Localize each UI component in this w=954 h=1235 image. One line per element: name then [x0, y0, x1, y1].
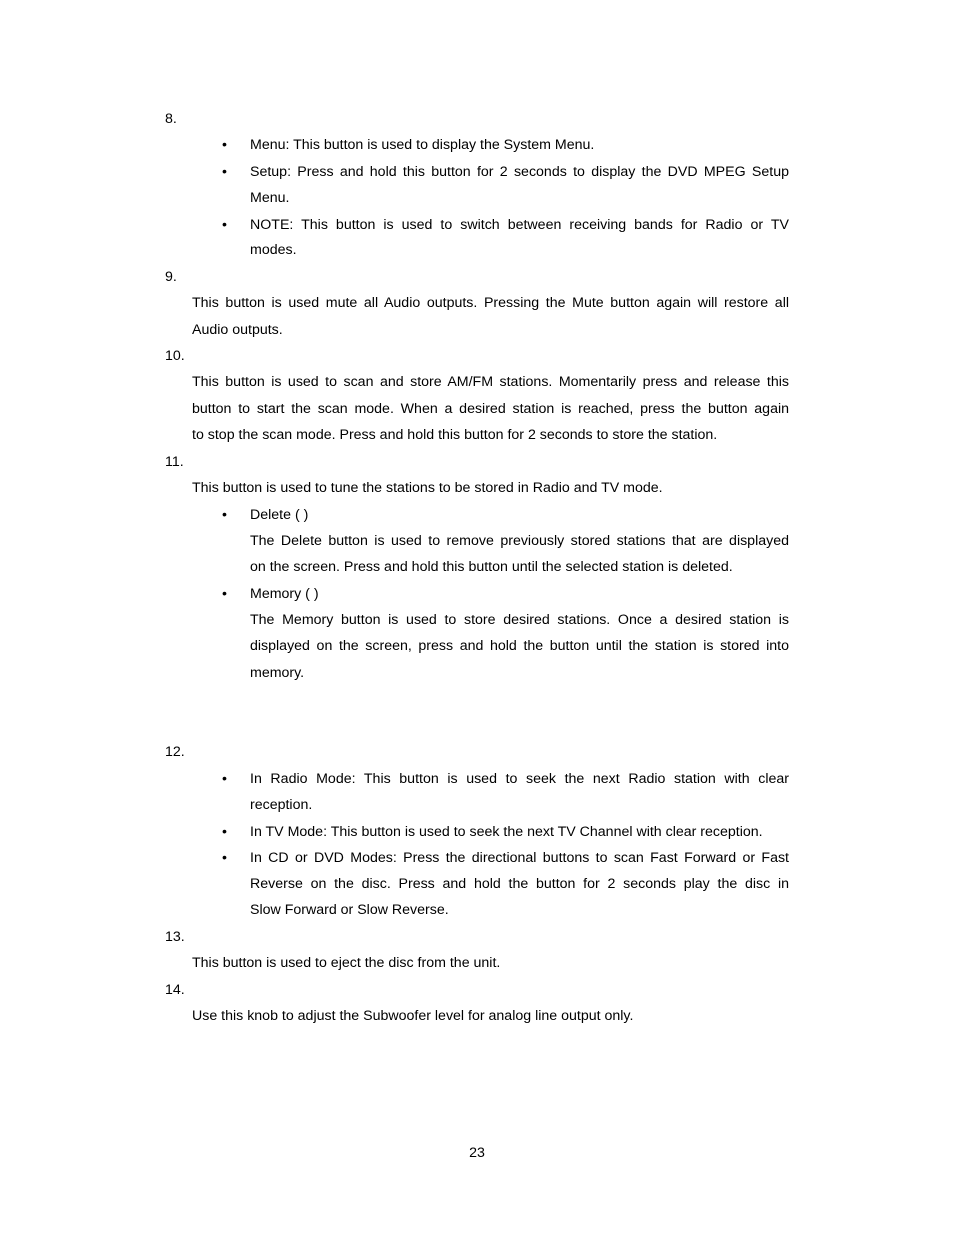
page-number: 23 — [469, 1145, 485, 1161]
bullet-icon: • — [222, 586, 227, 602]
bullet-icon: • — [222, 507, 227, 523]
item-number-10: 10. — [165, 348, 185, 364]
item-number-13: 13. — [165, 929, 185, 945]
bullet-icon: • — [222, 850, 227, 866]
scan-paragraph-line3: to stop the scan mode. Press and hold this button for 2 seconds to store the station. — [192, 427, 718, 443]
bullet-icon: • — [222, 824, 227, 840]
radio-mode-text-line1: In Radio Mode: This button is used to seek the next Radio station with clear — [250, 771, 789, 787]
bullet-icon: • — [222, 771, 227, 787]
memory-label: Memory ( ) — [250, 586, 319, 602]
delete-label: Delete ( ) — [250, 507, 309, 523]
bullet-icon: • — [222, 164, 227, 180]
tv-mode-text: In TV Mode: This button is used to seek the next TV Channel with clear reception. — [250, 824, 763, 840]
scan-paragraph-line1: This button is used to scan and store AM/FM stations. Momentarily press and release this — [192, 374, 789, 390]
mute-paragraph-line1: This button is used mute all Audio outputs. Pressing the Mute button again will restore all — [192, 295, 789, 311]
cd-dvd-mode-text-line2: Reverse on the disc. Press and hold the button for 2 seconds play the disc in — [250, 876, 789, 892]
bullet-icon: • — [222, 137, 227, 153]
memory-text-line2: displayed on the screen, press and hold the button until the station is stored into — [250, 638, 789, 654]
delete-text-line2: on the screen. Press and hold this button until the selected station is deleted. — [250, 559, 733, 575]
setup-bullet-text-line2: Menu. — [250, 190, 290, 206]
note-bullet-text-line1: NOTE: This button is used to switch between receiving bands for Radio or TV — [250, 217, 789, 233]
delete-text-line1: The Delete button is used to remove previously stored stations that are displayed — [250, 533, 789, 549]
item-number-11: 11. — [165, 454, 184, 470]
cd-dvd-mode-text-line3: Slow Forward or Slow Reverse. — [250, 902, 449, 918]
menu-bullet-text: Menu: This button is used to display the System Menu. — [250, 137, 595, 153]
item-number-9: 9. — [165, 269, 177, 285]
scan-paragraph-line2: button to start the scan mode. When a desired station is reached, press the button again — [192, 401, 789, 417]
memory-text-line3: memory. — [250, 665, 305, 681]
item-number-8: 8. — [165, 111, 177, 127]
bullet-icon: • — [222, 217, 227, 233]
cd-dvd-mode-text-line1: In CD or DVD Modes: Press the directional buttons to scan Fast Forward or Fast — [250, 850, 789, 866]
mute-paragraph-line2: Audio outputs. — [192, 322, 283, 338]
item-number-14: 14. — [165, 982, 185, 998]
setup-bullet-text-line1: Setup: Press and hold this button for 2 seconds to display the DVD MPEG Setup — [250, 164, 789, 180]
memory-text-line1: The Memory button is used to store desired stations. Once a desired station is — [250, 612, 789, 628]
subwoofer-paragraph: Use this knob to adjust the Subwoofer level for analog line output only. — [192, 1008, 634, 1024]
item-number-12: 12. — [165, 744, 185, 760]
note-bullet-text-line2: modes. — [250, 242, 297, 258]
eject-paragraph: This button is used to eject the disc from the unit. — [192, 955, 501, 971]
tune-paragraph: This button is used to tune the stations to be stored in Radio and TV mode. — [192, 480, 663, 496]
radio-mode-text-line2: reception. — [250, 797, 313, 813]
